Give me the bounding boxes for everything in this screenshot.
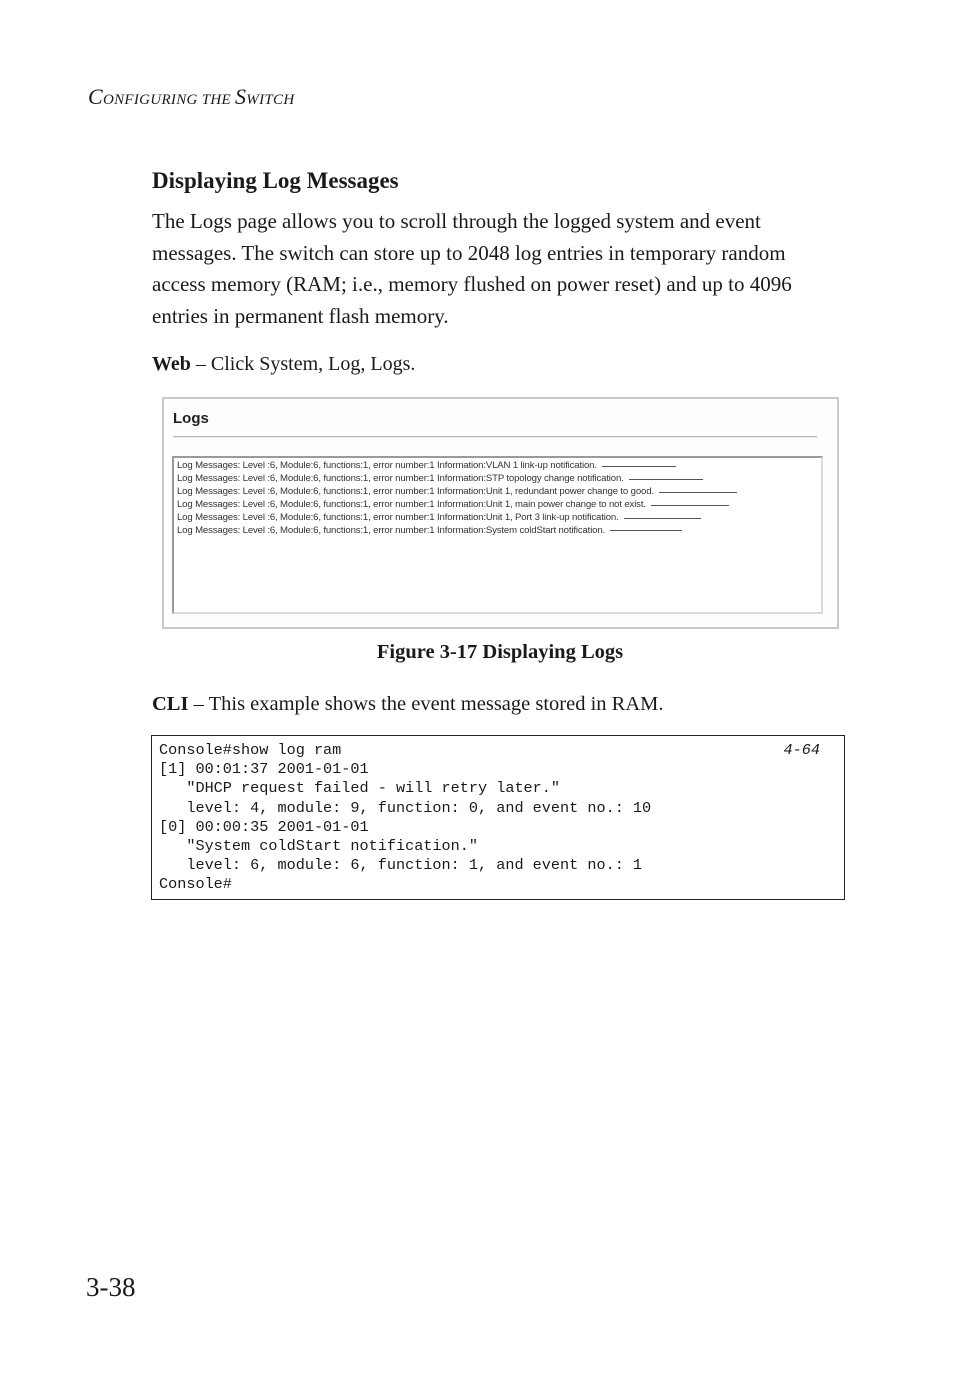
intro-paragraph: The Logs page allows you to scroll through the logged system and event messages. The switch can store up to 2048 log entries in temporary random access memory (RAM; i.e., memory flushed on power reset) and up to 4096 entries in permanent flash memory. (152, 209, 792, 328)
cli-code-block (151, 735, 845, 900)
cli-label: CLI (152, 693, 189, 715)
figure-caption: Figure 3-17 Displaying Logs (376, 641, 624, 663)
page-number: 3-38 (86, 1272, 136, 1302)
log-entry[interactable] (177, 499, 818, 512)
log-entry[interactable] (177, 486, 818, 499)
section-title: Displaying Log Messages (152, 168, 399, 193)
log-entry-underline (629, 479, 703, 480)
logs-listbox[interactable] (172, 456, 823, 614)
running-header-initial-s: S (234, 84, 247, 109)
log-entry-text: Log Messages: Level :6, Module:6, functions:1, error number:1 Information:Unit 1, Port 3 link-up notification. (177, 511, 619, 523)
log-entry-underline (602, 466, 676, 467)
log-entry-text: Log Messages: Level :6, Module:6, functions:1, error number:1 Information:Unit 1, redundant power change to good. (177, 485, 654, 497)
cli-instruction (152, 693, 664, 716)
running-header-smallcaps-1: ONFIGURING THE (102, 92, 235, 108)
running-header-initial-c: C (88, 84, 103, 109)
log-entry-underline (624, 518, 701, 519)
code-line: level: 4, module: 9, function: 0, and event no.: 10 (159, 798, 652, 817)
logs-page-title: Logs (173, 410, 209, 427)
code-line: level: 6, module: 6, function: 1, and event no.: 1 (159, 856, 643, 875)
log-entry-text: Log Messages: Level :6, Module:6, functions:1, error number:1 Information:Unit 1, main power change to not exist. (177, 498, 646, 510)
log-entry-underline (651, 505, 729, 506)
log-entry[interactable] (177, 512, 818, 525)
web-instruction (152, 353, 415, 376)
log-entry[interactable] (177, 460, 818, 473)
code-line: Console# (159, 875, 232, 894)
code-lines (159, 741, 837, 895)
code-line: [1] 00:01:37 2001-01-01 (159, 760, 369, 779)
log-entry[interactable] (177, 525, 818, 538)
code-line: "DHCP request failed - will retry later." (159, 779, 561, 798)
web-label: Web (152, 353, 191, 375)
running-header (88, 84, 294, 110)
code-reference: 4-64 (783, 741, 820, 759)
log-entry-underline (659, 492, 737, 493)
log-entry-text: Log Messages: Level :6, Module:6, functions:1, error number:1 Information:VLAN 1 link-up notification. (177, 460, 597, 471)
cli-instruction-text: – This example shows the event message stored in RAM. (188, 693, 664, 715)
log-entry-text: Log Messages: Level :6, Module:6, functions:1, error number:1 Information:STP topology change notification. (177, 472, 624, 484)
running-header-smallcaps-2: WITCH (246, 92, 295, 108)
logs-screenshot (162, 397, 839, 629)
code-line: [0] 00:00:35 2001-01-01 (159, 817, 369, 836)
log-entry-text: Log Messages: Level :6, Module:6, functions:1, error number:1 Information:System coldStart notification. (177, 524, 606, 536)
log-entry-underline (610, 530, 682, 531)
code-line: "System coldStart notification." (159, 836, 478, 855)
log-entry[interactable] (177, 473, 818, 486)
web-instruction-text: – Click System, Log, Logs. (190, 353, 416, 375)
code-line: Console#show log ram (159, 741, 342, 759)
logs-title-divider (173, 436, 817, 438)
